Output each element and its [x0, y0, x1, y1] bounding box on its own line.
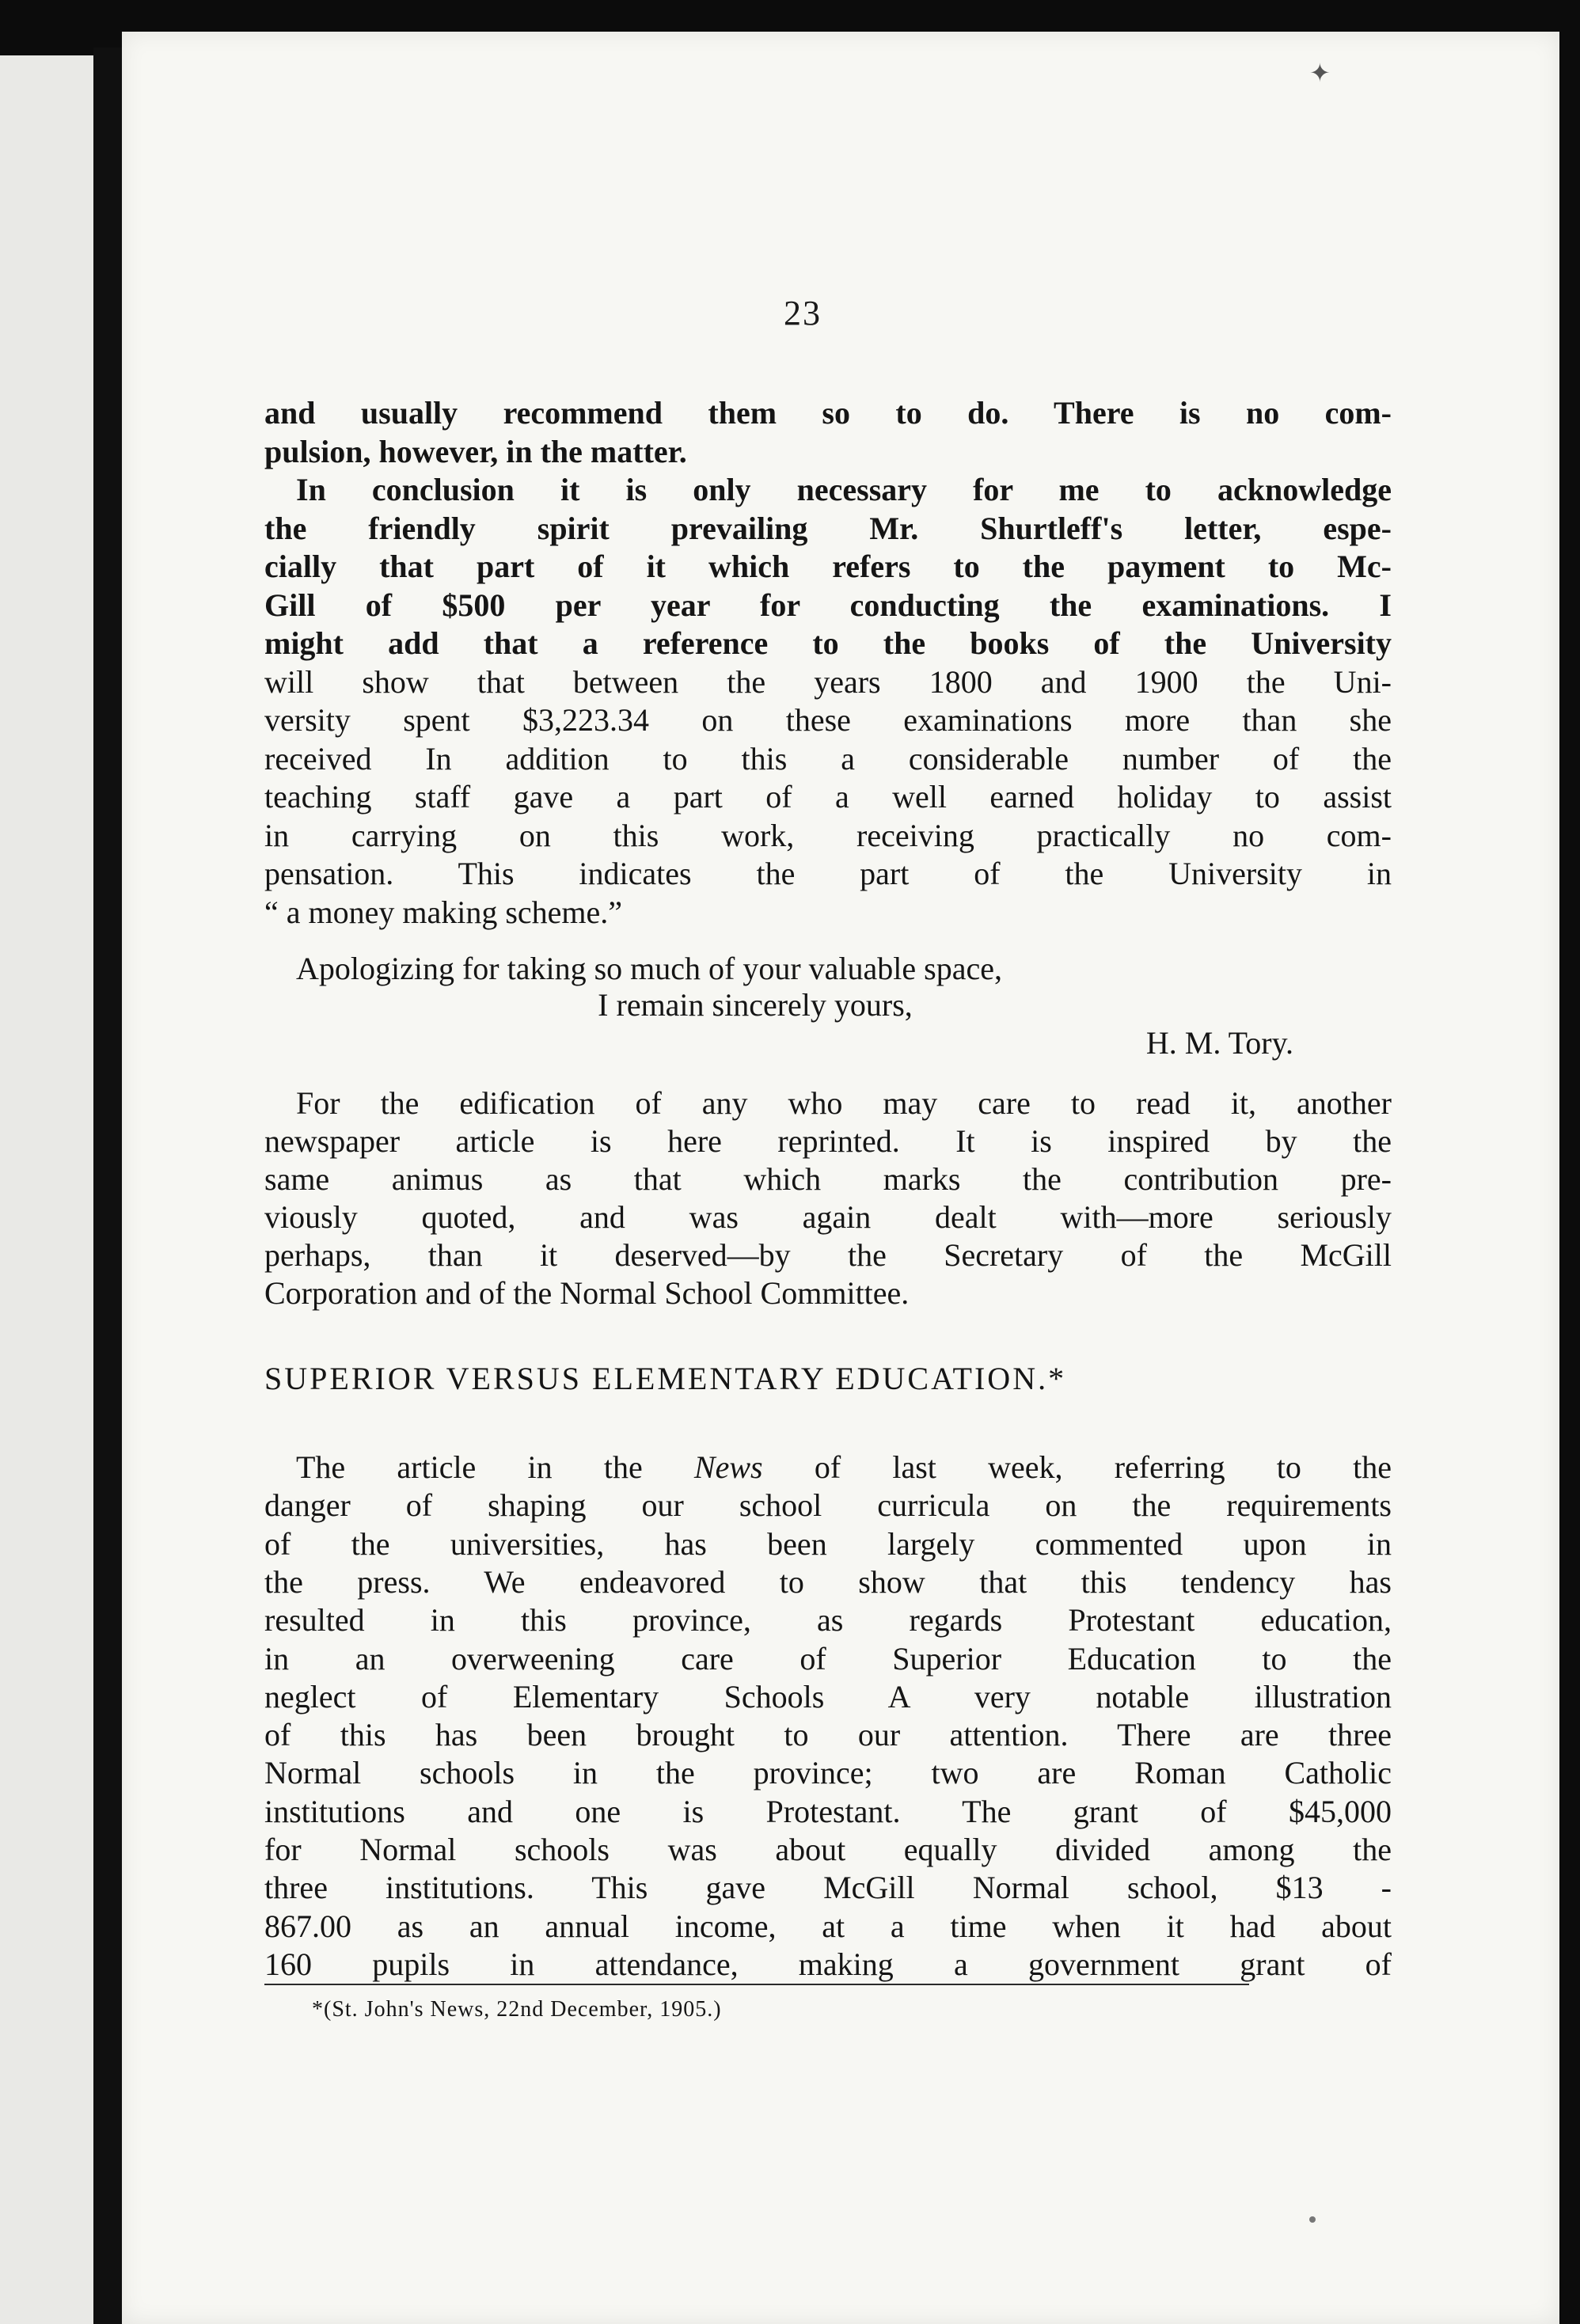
text-line: Normal schools in the province; two are Roman Catholic — [264, 1755, 1392, 1791]
text-line: Gill of $500 per year for conducting the examinations. I — [264, 587, 1392, 623]
text-line: pensation. This indicates the part of the University in — [264, 856, 1392, 891]
previous-page-edge — [0, 55, 97, 2324]
text-line: same animus as that which marks the contribution pre- — [264, 1161, 1392, 1197]
text-line: will show that between the years 1800 and 1900 the Uni- — [264, 663, 1392, 700]
right-margin-background — [1559, 0, 1580, 2324]
text-line: for Normal schools was about equally divided among the — [264, 1832, 1392, 1867]
text-line: in carrying on this work, receiving practically no com- — [264, 817, 1392, 853]
footnote-rule — [264, 1984, 1249, 1985]
text-line: teaching staff gave a part of a well earned holiday to assist — [264, 779, 1392, 815]
page-number: 23 — [784, 294, 822, 332]
text-line: the press. We endeavored to show that this tendency has — [264, 1563, 1392, 1600]
text-line: pulsion, however, in the matter. — [264, 433, 687, 469]
article-heading: SUPERIOR VERSUS ELEMENTARY EDUCATION.* — [264, 1361, 1067, 1396]
text-line: “ a money making scheme.” — [264, 894, 623, 930]
text-line: cially that part of it which refers to the payment to Mc- — [264, 549, 1392, 584]
text-line: institutions and one is Protestant. The grant of $45,000 — [264, 1793, 1392, 1829]
text-line: in an overweening care of Superior Education to the — [264, 1640, 1392, 1677]
scan-speck — [1309, 2216, 1316, 2223]
text-line: and usually recommend them so to do. There is no com- — [264, 395, 1392, 431]
text-line: danger of shaping our school curricula on the requirements — [264, 1487, 1392, 1524]
scan-artifact-icon: ✦ — [1309, 59, 1331, 87]
text-line: received In addition to this a considerable number of the — [264, 740, 1392, 777]
closing-apology: Apologizing for taking so much of your valuable space, — [296, 951, 1002, 986]
closing-remain: I remain sincerely yours, — [598, 987, 913, 1023]
document-page — [122, 32, 1559, 2324]
text-line: versity spent $3,223.34 on these examinations more than she — [264, 702, 1392, 738]
text-line: of the universities, has been largely commented upon in — [264, 1525, 1392, 1562]
text-line: of this has been brought to our attention. There are three — [264, 1717, 1392, 1753]
text-line: 867.00 as an annual income, at a time when it had about — [264, 1908, 1392, 1944]
text-line: 160 pupils in attendance, making a government grant of — [264, 1946, 1392, 1982]
text-line: viously quoted, and was again dealt with—more seriously — [264, 1199, 1392, 1235]
text-line: resulted in this province, as regards Protestant education, — [264, 1602, 1392, 1639]
text-line: Corporation and of the Normal School Committee. — [264, 1275, 910, 1311]
text-line: newspaper article is here reprinted. It is inspired by the — [264, 1123, 1392, 1159]
footnote: *(St. John's News, 22nd December, 1905.) — [312, 1997, 722, 2022]
page-gutter — [93, 47, 122, 2324]
text-line: might add that a reference to the books of the University — [264, 625, 1392, 661]
text-line: The article in the News of last week, referring to the — [296, 1449, 1392, 1485]
text-line: For the edification of any who may care to read it, another — [296, 1085, 1392, 1121]
text-line: the friendly spirit prevailing Mr. Shurtleff's letter, espe- — [264, 510, 1392, 546]
text-line: neglect of Elementary Schools A very notable illustration — [264, 1678, 1392, 1715]
signature: H. M. Tory. — [1145, 1025, 1293, 1061]
text-line: perhaps, than it deserved—by the Secretary of the McGill — [264, 1237, 1392, 1273]
text-line: In conclusion it is only necessary for me to acknowledge — [296, 472, 1392, 507]
text-line: three institutions. This gave McGill Normal school, $13 - — [264, 1870, 1392, 1906]
